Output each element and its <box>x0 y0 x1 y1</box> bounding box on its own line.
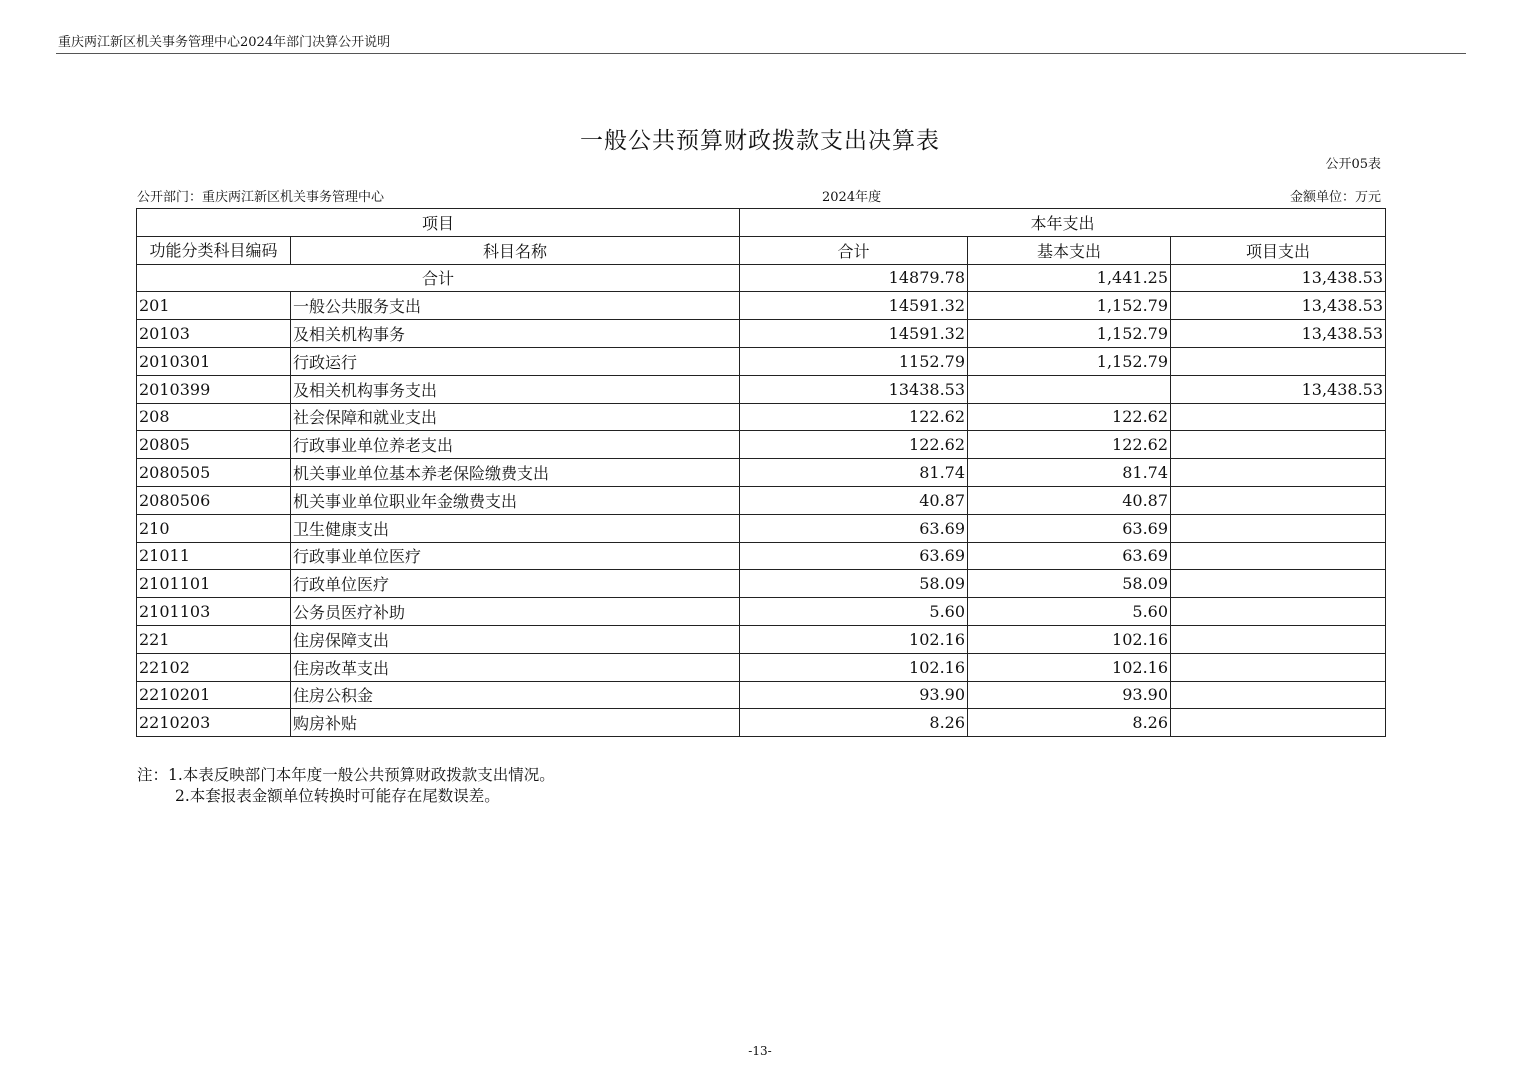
row-name: 行政事业单位养老支出 <box>291 431 740 459</box>
total-row-label: 合计 <box>137 264 740 292</box>
table-row <box>137 709 1386 737</box>
row-total: 102.16 <box>740 625 968 653</box>
row-total: 81.74 <box>740 459 968 487</box>
row-project: 13,438.53 <box>1171 292 1386 320</box>
row-project <box>1171 542 1386 570</box>
row-total: 14591.32 <box>740 320 968 348</box>
row-name: 行政运行 <box>291 347 740 375</box>
row-name: 社会保障和就业支出 <box>291 403 740 431</box>
row-code: 2101101 <box>137 570 291 598</box>
fiscal-year: 2024年度 <box>822 190 882 205</box>
row-code: 208 <box>137 403 291 431</box>
table-row <box>137 403 1386 431</box>
row-project <box>1171 625 1386 653</box>
table-row <box>137 681 1386 709</box>
row-code: 2010301 <box>137 347 291 375</box>
row-total: 93.90 <box>740 681 968 709</box>
header-rule <box>56 53 1466 54</box>
row-name: 行政事业单位医疗 <box>291 542 740 570</box>
total-row-basic: 1,441.25 <box>968 264 1171 292</box>
table-notes <box>137 765 555 807</box>
code-column-header: 功能分类科目编码 <box>137 236 291 264</box>
amount-unit: 金额单位：万元 <box>1289 190 1381 205</box>
row-total: 102.16 <box>740 653 968 681</box>
row-name: 住房公积金 <box>291 681 740 709</box>
row-name: 住房改革支出 <box>291 653 740 681</box>
table-row <box>137 514 1386 542</box>
row-code: 2080506 <box>137 486 291 514</box>
row-name: 机关事业单位职业年金缴费支出 <box>291 486 740 514</box>
form-number: 公开05表 <box>1325 157 1381 172</box>
table-row <box>137 486 1386 514</box>
row-project <box>1171 653 1386 681</box>
row-code: 2101103 <box>137 598 291 626</box>
table-row <box>137 347 1386 375</box>
name-column-header: 科目名称 <box>291 236 740 264</box>
row-code: 20103 <box>137 320 291 348</box>
row-project: 13,438.53 <box>1171 375 1386 403</box>
table-row <box>137 431 1386 459</box>
page-title: 一般公共预算财政拨款支出决算表 <box>580 128 940 154</box>
total-row-total: 14879.78 <box>740 264 968 292</box>
row-total: 40.87 <box>740 486 968 514</box>
row-total: 5.60 <box>740 598 968 626</box>
group-header-row <box>137 209 1386 237</box>
row-name: 行政单位医疗 <box>291 570 740 598</box>
item-group-header: 项目 <box>137 209 740 237</box>
row-code: 2210201 <box>137 681 291 709</box>
row-basic: 1,152.79 <box>968 292 1171 320</box>
row-basic: 81.74 <box>968 459 1171 487</box>
table-row <box>137 375 1386 403</box>
table-row <box>137 542 1386 570</box>
row-name: 公务员医疗补助 <box>291 598 740 626</box>
row-name: 购房补贴 <box>291 709 740 737</box>
table-row <box>137 625 1386 653</box>
column-header-row <box>137 236 1386 264</box>
table-row <box>137 570 1386 598</box>
row-basic: 40.87 <box>968 486 1171 514</box>
table-row <box>137 320 1386 348</box>
table-row <box>137 459 1386 487</box>
row-name: 及相关机构事务 <box>291 320 740 348</box>
row-code: 210 <box>137 514 291 542</box>
row-code: 221 <box>137 625 291 653</box>
total-row-project: 13,438.53 <box>1171 264 1386 292</box>
row-project <box>1171 459 1386 487</box>
row-basic: 1,152.79 <box>968 320 1171 348</box>
department-label: 公开部门：重庆两江新区机关事务管理中心 <box>137 190 385 205</box>
expenditure-table <box>136 208 1386 737</box>
row-code: 22102 <box>137 653 291 681</box>
row-name: 住房保障支出 <box>291 625 740 653</box>
page-number: -13- <box>748 1044 772 1058</box>
row-total: 8.26 <box>740 709 968 737</box>
row-total: 63.69 <box>740 542 968 570</box>
total-row <box>137 264 1386 292</box>
row-project <box>1171 709 1386 737</box>
row-total: 1152.79 <box>740 347 968 375</box>
table-row <box>137 653 1386 681</box>
row-basic: 122.62 <box>968 431 1171 459</box>
table-row <box>137 598 1386 626</box>
row-project <box>1171 486 1386 514</box>
row-basic: 63.69 <box>968 542 1171 570</box>
running-header: 重庆两江新区机关事务管理中心2024年部门决算公开说明 <box>58 35 391 50</box>
row-basic: 8.26 <box>968 709 1171 737</box>
row-project: 13,438.53 <box>1171 320 1386 348</box>
row-total: 122.62 <box>740 431 968 459</box>
current-year-group-header: 本年支出 <box>740 209 1386 237</box>
row-total: 13438.53 <box>740 375 968 403</box>
row-basic: 1,152.79 <box>968 347 1171 375</box>
row-project <box>1171 598 1386 626</box>
row-name: 机关事业单位基本养老保险缴费支出 <box>291 459 740 487</box>
row-basic: 102.16 <box>968 653 1171 681</box>
row-name: 卫生健康支出 <box>291 514 740 542</box>
row-basic: 122.62 <box>968 403 1171 431</box>
row-total: 63.69 <box>740 514 968 542</box>
project-column-header: 项目支出 <box>1171 236 1386 264</box>
row-code: 2210203 <box>137 709 291 737</box>
row-project <box>1171 570 1386 598</box>
row-project <box>1171 347 1386 375</box>
row-project <box>1171 431 1386 459</box>
note-2: 2.本套报表金额单位转换时可能存在尾数误差。 <box>175 787 500 805</box>
row-name: 一般公共服务支出 <box>291 292 740 320</box>
note-1: 注：1.本表反映部门本年度一般公共预算财政拨款支出情况。 <box>137 766 555 784</box>
row-total: 122.62 <box>740 403 968 431</box>
row-code: 201 <box>137 292 291 320</box>
row-code: 2010399 <box>137 375 291 403</box>
row-code: 21011 <box>137 542 291 570</box>
row-total: 14591.32 <box>740 292 968 320</box>
row-project <box>1171 514 1386 542</box>
row-code: 20805 <box>137 431 291 459</box>
row-basic: 5.60 <box>968 598 1171 626</box>
row-name: 及相关机构事务支出 <box>291 375 740 403</box>
row-project <box>1171 681 1386 709</box>
row-basic: 102.16 <box>968 625 1171 653</box>
row-basic: 58.09 <box>968 570 1171 598</box>
basic-column-header: 基本支出 <box>968 236 1171 264</box>
row-total: 58.09 <box>740 570 968 598</box>
row-basic <box>968 375 1171 403</box>
row-project <box>1171 403 1386 431</box>
total-column-header: 合计 <box>740 236 968 264</box>
row-code: 2080505 <box>137 459 291 487</box>
table-row <box>137 292 1386 320</box>
row-basic: 63.69 <box>968 514 1171 542</box>
row-basic: 93.90 <box>968 681 1171 709</box>
